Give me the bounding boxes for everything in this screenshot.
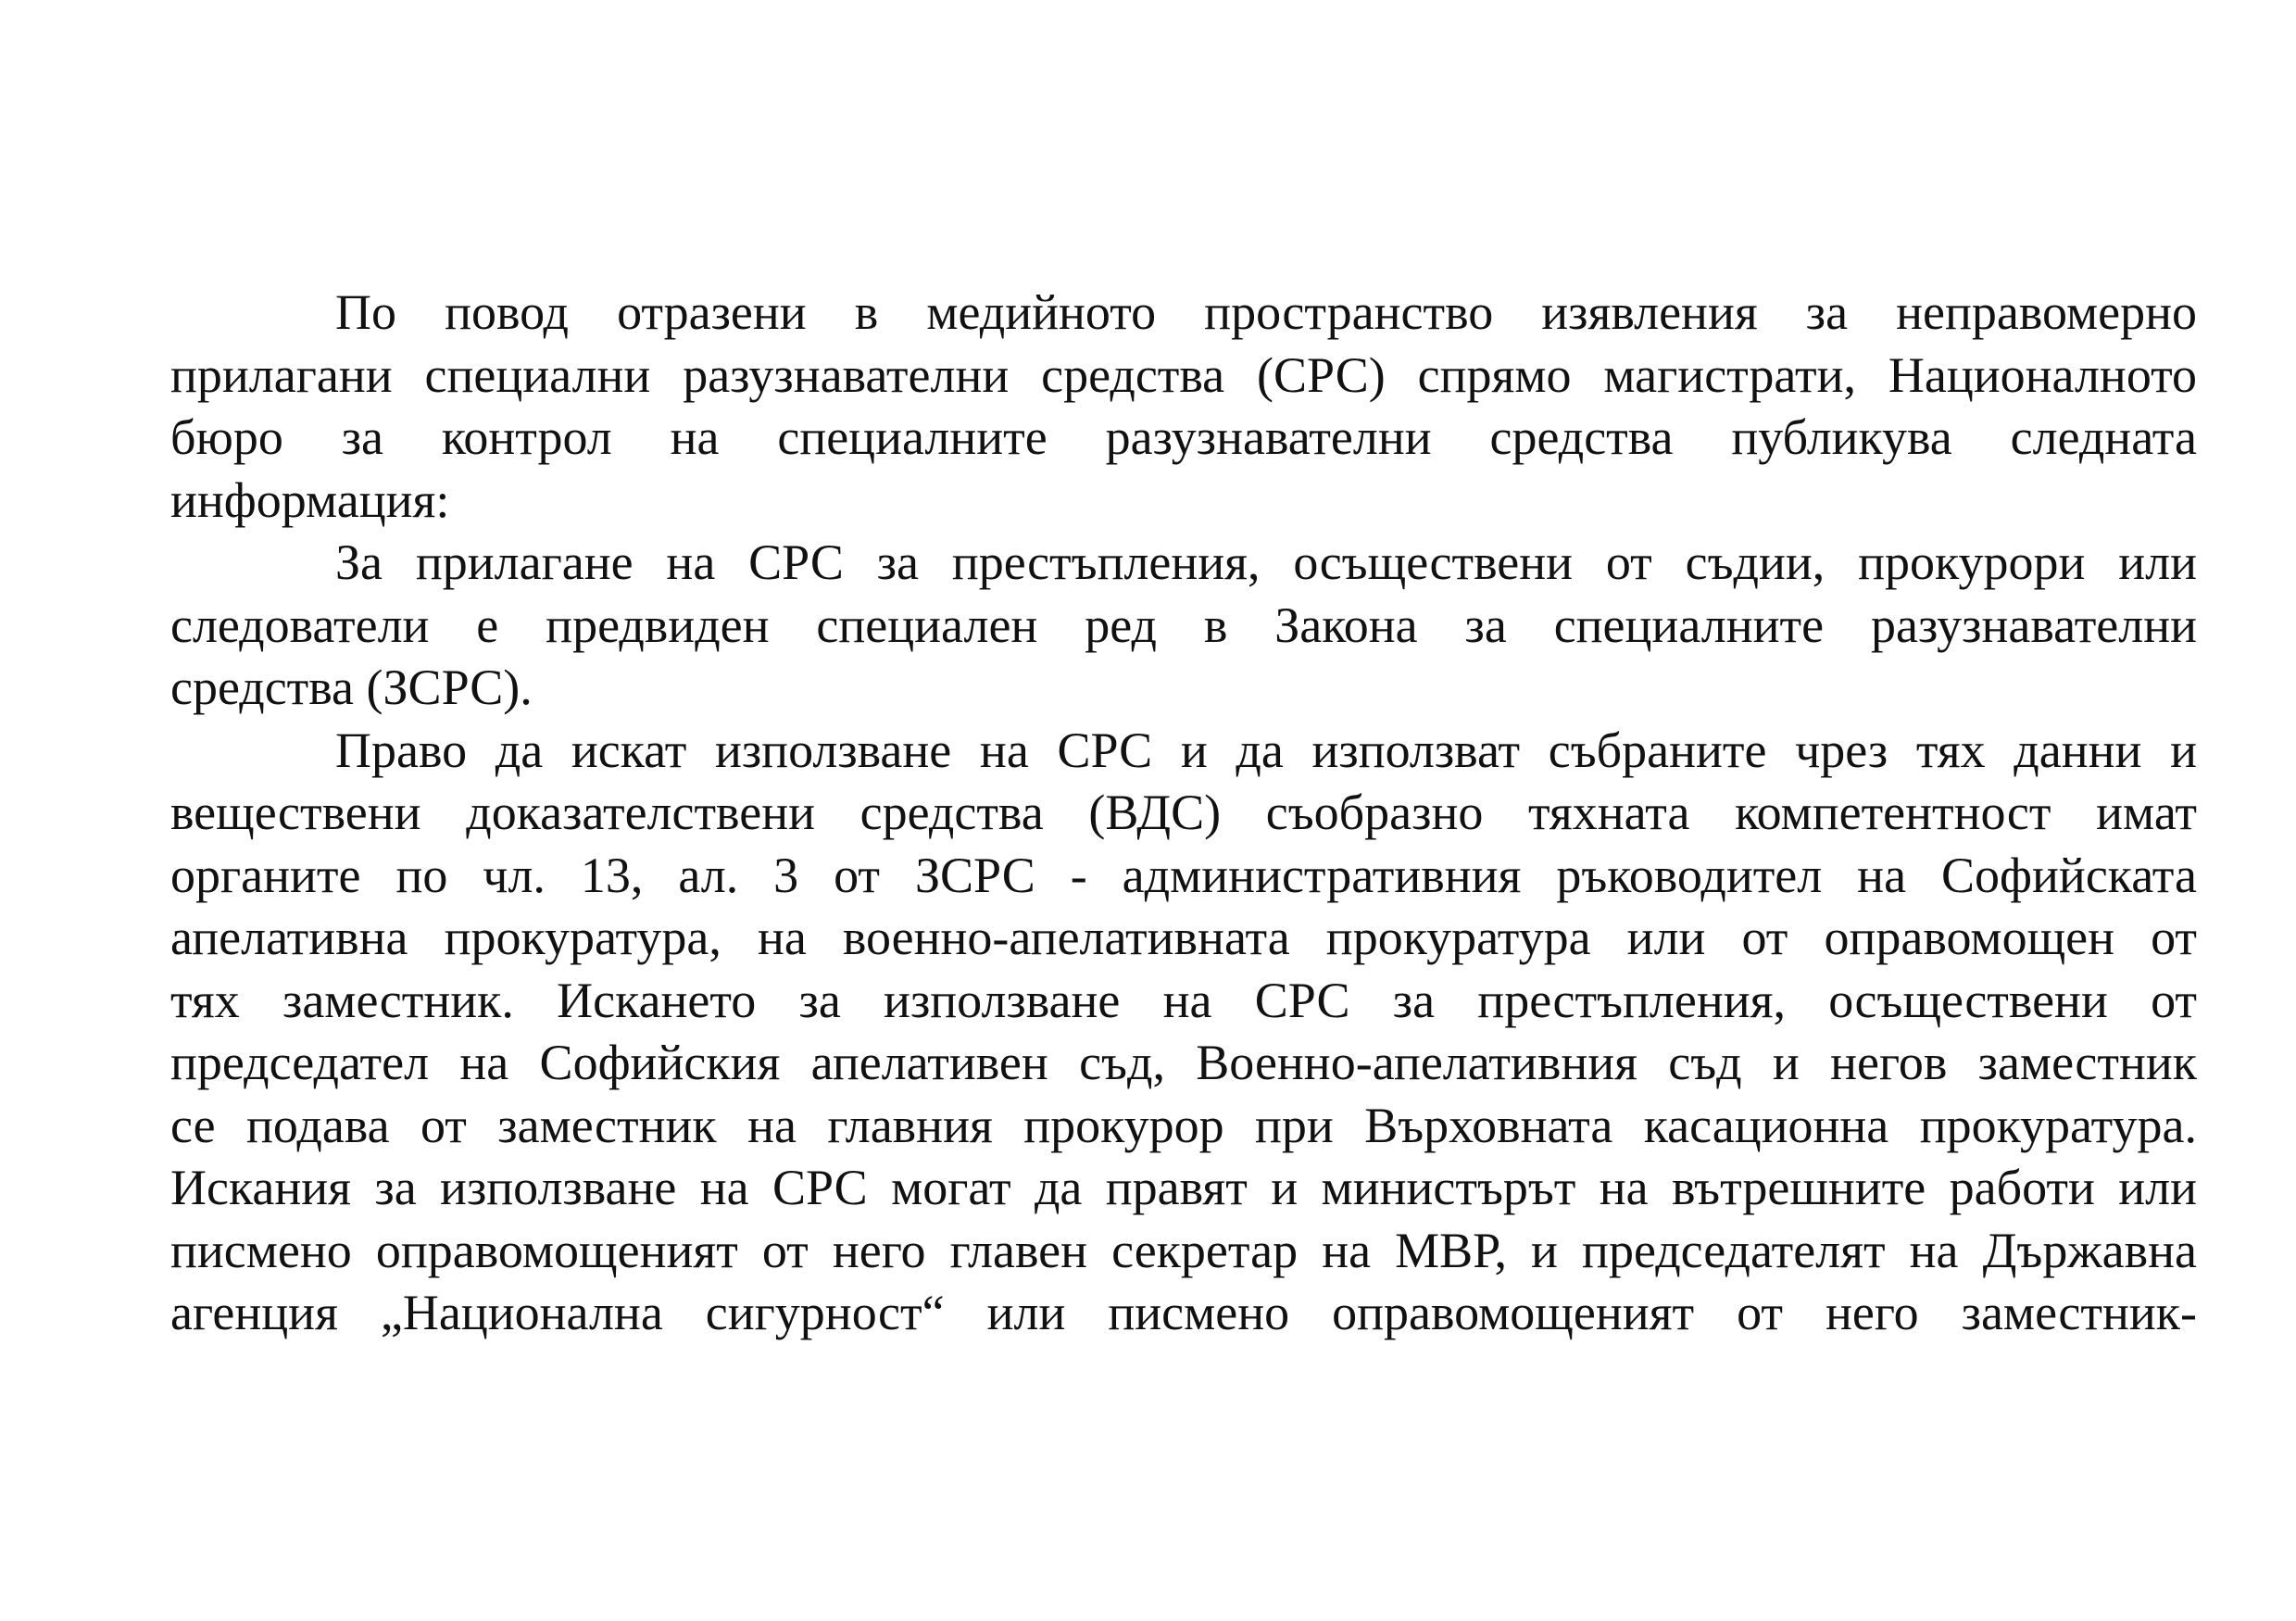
text-line: апелативна прокуратура, на военно-апелативната прокуратура или от оправомощен от bbox=[170, 910, 2197, 965]
text-line: агенция „Национална сигурност“ или писмено оправомощеният от него заместник- bbox=[170, 1285, 2197, 1340]
text-line: бюро за контрол на специалните разузнавателни средства публикува следната bbox=[170, 409, 2197, 465]
text-line: се подава от заместник на главния прокурор при Върховната касационна прокуратура. bbox=[170, 1097, 2197, 1153]
text-line: следователи е предвиден специален ред в Закона за специалните разузнавателни bbox=[170, 597, 2197, 653]
text-line: веществени доказателствени средства (ВДС) съобразно тяхната компетентност имат bbox=[170, 785, 2197, 840]
text-line: председател на Софийския апелативен съд, Военно-апелативния съд и негов заместник bbox=[170, 1035, 2197, 1090]
text-line: средства (ЗСРС). bbox=[170, 660, 533, 715]
paragraph-2 bbox=[170, 532, 2197, 720]
document-body bbox=[170, 282, 2197, 1345]
text-line: органите по чл. 13, ал. 3 от ЗСРС - административния ръководител на Софийската bbox=[170, 847, 2197, 903]
paragraph-1 bbox=[170, 282, 2197, 532]
text-line: За прилагане на СРС за престъпления, осъществени от съдии, прокурори или bbox=[335, 534, 2197, 590]
paragraph-3 bbox=[170, 720, 2197, 1345]
text-line: По повод отразени в медийното пространство изявления за неправомерно bbox=[335, 284, 2197, 340]
text-line: тях заместник. Искането за използване на СРС за престъпления, осъществени от bbox=[170, 972, 2197, 1028]
text-line: прилагани специални разузнавателни средства (СРС) спрямо магистрати, Националното bbox=[170, 346, 2197, 403]
text-line: Искания за използване на СРС могат да правят и министърът на вътрешните работи или bbox=[170, 1160, 2197, 1215]
text-line: Право да искат използване на СРС и да използват събраните чрез тях данни и bbox=[335, 722, 2197, 778]
text-line: информация: bbox=[170, 471, 450, 528]
text-line: писмено оправомощеният от него главен секретар на МВР, и председателят на Държавна bbox=[170, 1222, 2197, 1278]
